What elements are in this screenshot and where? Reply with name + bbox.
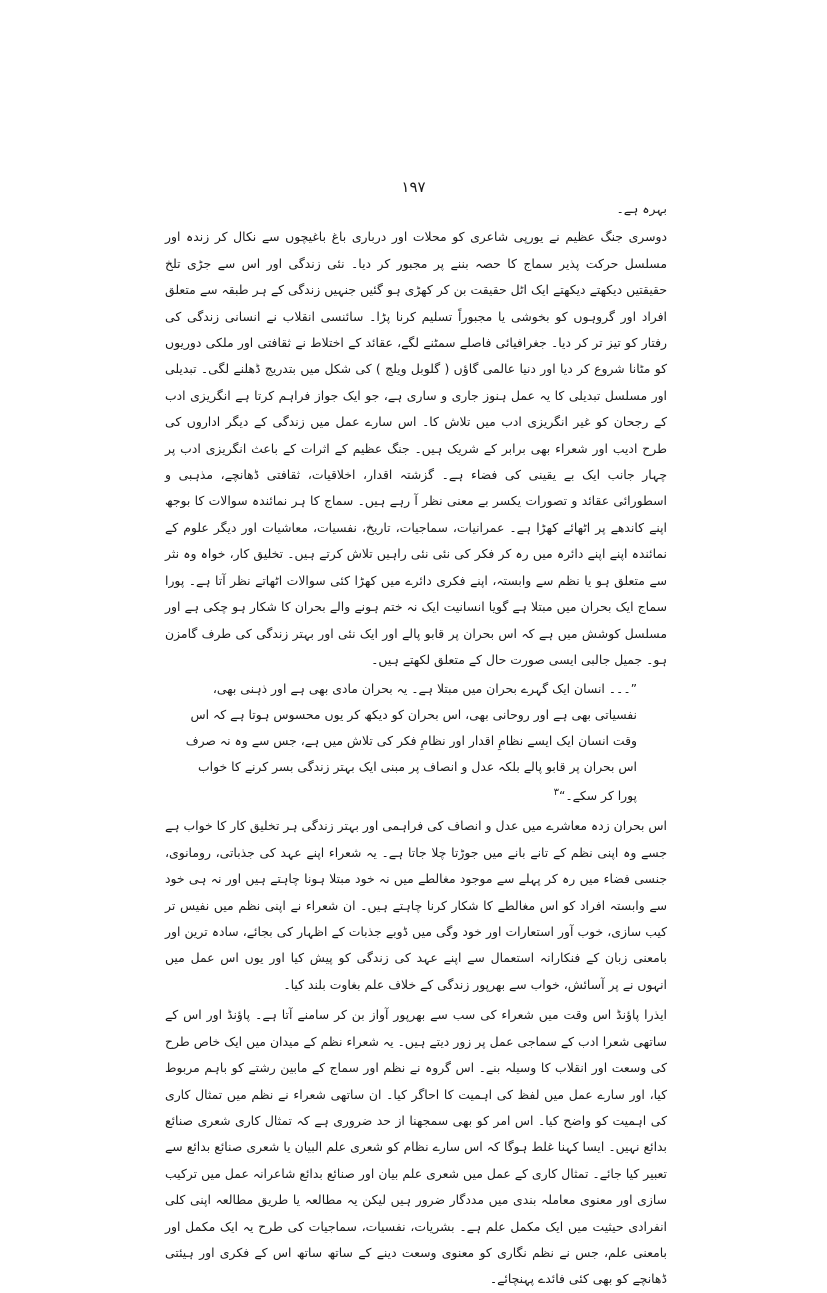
paragraph-2: اس بحران زدہ معاشرے میں عدل و انصاف کی فراہمی اور بہتر زندگی ہر تخلیق کار کا خواب ہے جسے وہ اپنی نظم کے تانے بانے میں جوڑتا چلا جاتا ہے۔ یہ شعراء اپنے عہد کی جذباتی، رومانوی، جنسی فضاء میں رہ کر پہلے سے موجود مغالطے میں نہ خود مبتلا ہونا چاہتے ہیں اور نہ ہی خود سے وابستہ افراد کو اس مغالطے کا شکار کرنا چاہتے ہیں۔ ان شعراء نے اپنی نظم میں نفیس تر کیب سازی، خوب آور استعارات اور خود وگی میں ڈوبے جذبات کے اظہار کی بجائے، سادہ ترین اور بامعنی زبان کے فنکارانہ استعمال سے اپنے عہد کی زندگی کو پیش کیا اور یوں اس عمل میں انہوں نے پر آسائش، خواب سے بھرپور زندگی کے خلاف علم بغاوت بلند کیا۔ — [165, 818, 667, 992]
block-quote — [175, 676, 637, 809]
quote-text: ”۔۔۔ انسان ایک گہرے بحران میں مبتلا ہے۔ یہ بحران مادی بھی ہے اور ذہنی بھی، نفسیاتی بھی ہے اور روحانی بھی، اس بحران کو دیکھ کر یوں محسوس ہوتا ہے کہ اس وقت انسان ایک ایسے نظامِ اقدار اور نظامِ فکر کی تلاش میں ہے، جس سے وہ نہ صرف اس بحران پر قابو پالے بلکہ عدل و انصاف پر مبنی ایک بہتر زندگی بسر کرنے کا خواب پورا کر سکے۔“ — [185, 681, 637, 804]
paragraph-3: ایذرا پاؤنڈ اس وقت میں شعراء کی سب سے بھرپور آواز بن کر سامنے آتا ہے۔ پاؤنڈ اور اس کے ساتھی شعرا ادب کے سماجی عمل پر زور دیتے ہیں۔ یہ شعراء نظم کے میدان میں ایک خاص طرح کی وسعت اور انقلاب کا وسیلہ بنے۔ اس گروہ نے نظم اور سماج کے مابین رشتے کو باہم مربوط کیا، اور سارے عمل میں لفظ کی اہمیت کا احاگر کیا۔ ان ساتھی شعراء نے نظم میں تمثال کاری کی اہمیت کو واضح کیا۔ اس امر کو بھی سمجھنا از حد ضروری ہے کہ تمثال کاری شعری صنائع بدائع نہیں۔ ایسا کہنا غلط ہوگا کہ اس سارے نظام کو شعری علم البیان یا شعری صنائع بدائع سے تعبیر کیا جائے۔ تمثال کاری کے عمل میں شعری علم بیان اور صنائع بدائع شاعرانہ عمل میں ترکیب سازی اور معنوی معاملہ بندی میں مددگار ضرور ہیں لیکن یہ مطالعہ یا طریق مطالعہ اپنی کلی انفرادی حیثیت میں ایک مکمل علم ہے۔ بشریات، نفسیات، سماجیات کی طرح یہ ایک مکمل اور بامعنی علم، جس نے نظم نگاری کو معنوی وسعت دینے کے ساتھ ساتھ اس کے فکری اور ہیئتی ڈھانچے کو بھی کئی فائدے پہنچائے۔ — [165, 1007, 667, 1287]
footnote-marker: ۳ — [553, 787, 559, 799]
opening-line: بہرہ ہے۔ — [616, 201, 667, 216]
paragraph-1: دوسری جنگ عظیم نے یورپی شاعری کو محلات اور درباری باغ باغیچوں سے نکال کر زندہ اور مسلسل حرکت پذیر سماج کا حصہ بننے پر مجبور کر دیا۔ نئی زندگی اور اس سے جڑی تلخ حقیقتیں دیکھتے دیکھتے ایک اٹل حقیقت بن کر کھڑی ہو گئیں جنہیں زندگی کے ہر طبقہ سے متعلق افراد اور گروہوں کو بخوشی یا مجبوراً تسلیم کرنا پڑا۔ سائنسی انقلاب نے انسانی زندگی کی رفتار کو تیز تر کر دیا۔ جغرافیائی فاصلے سمٹنے لگے، عقائد کے اختلاط نے ثقافتی اور ملکی دوریوں کو مٹانا شروع کر دیا اور دنیا عالمی گاؤں ( گلوبل ویلج ) کی شکل میں بتدریج ڈھلنے لگی۔ تبدیلی اور مسلسل تبدیلی کا یہ عمل ہنوز جاری و ساری ہے، جو ایک جواز فراہم کرتا ہے انگریزی ادب کے رجحان کو غیر انگریزی ادب میں تلاش کا۔ اس سارے عمل میں زندگی کے دیگر اداروں کی طرح ادیب اور شعراء بھی برابر کے شریک ہیں۔ جنگ عظیم کے اثرات کے باعث انگریزی ادب پر چہار جانب ایک بے یقینی کی فضاء ہے۔ گزشتہ اقدار، اخلاقیات، ثقافتی ڈھانچے، مذہبی و اسطورائی عقائد و تصورات یکسر بے معنی نظر آ رہے ہیں۔ سماج کا ہر نمائندہ سوالات کا بوجھ اپنے کاندھے پر اٹھائے کھڑا ہے۔ عمرانیات، سماجیات، تاریخ، نفسیات، معاشیات اور دیگر علوم کے نمائندہ اپنے اپنے دائرہ میں رہ کر فکر کی نئی نئی راہیں تلاش کرتے ہیں۔ تخلیق کار، خواہ وہ نثر سے متعلق ہو یا نظم سے وابستہ، اپنے فکری دائرے میں کھڑا کئی سوالات اٹھاتے نظر آتا ہے۔ پورا سماج ایک بحران میں مبتلا ہے گویا انسانیت ایک نہ ختم ہونے والے بحران کا شکار ہو چکی ہے اور مسلسل کوشش میں ہے کہ اس بحران پر قابو پالے اور ایک نئی اور بہتر زندگی کی طرف گامزن ہو۔ جمیل جالبی ایسی صورت حال کے متعلق لکھتے ہیں۔ — [165, 229, 667, 667]
page-number: ۱۹۷ — [401, 178, 426, 196]
text-body — [165, 196, 667, 1293]
